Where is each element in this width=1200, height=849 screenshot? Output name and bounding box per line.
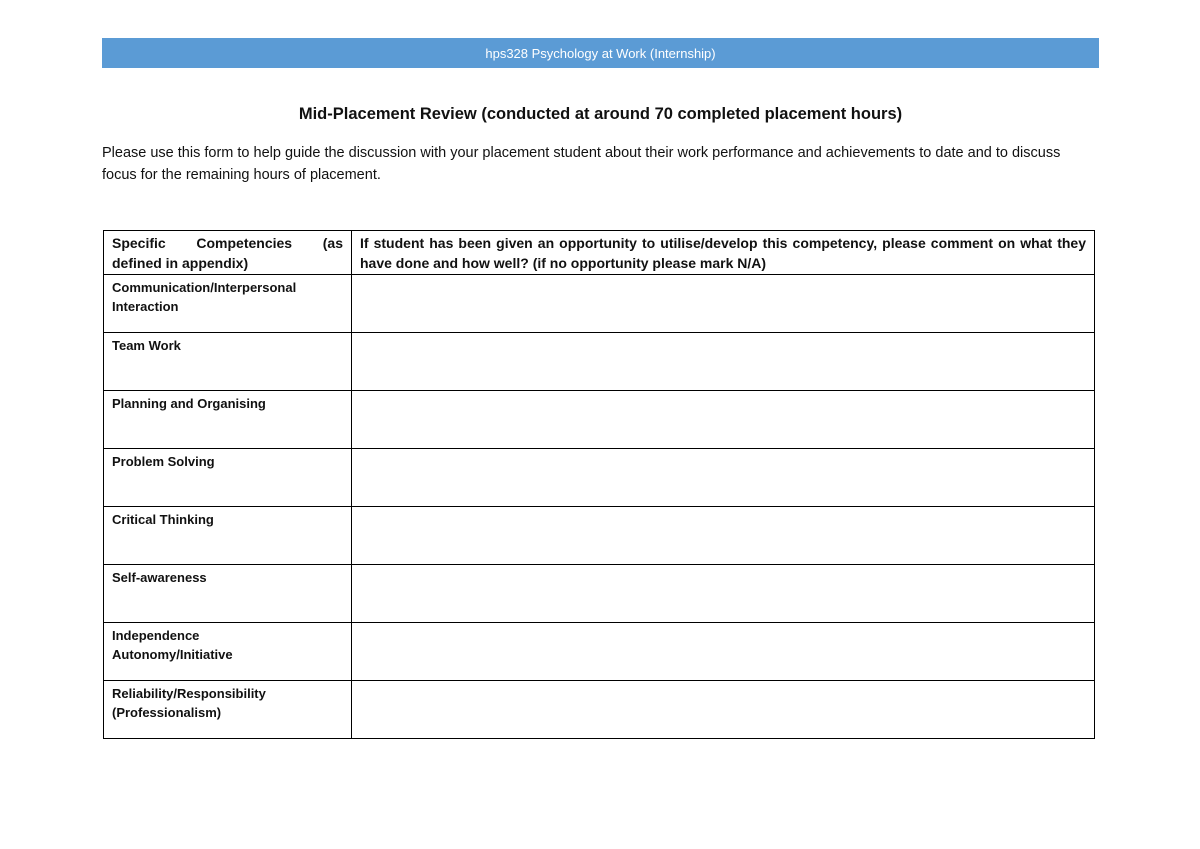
comment-text[interactable] xyxy=(352,507,1094,564)
competency-label-line1: Critical Thinking xyxy=(112,512,214,527)
comment-text[interactable] xyxy=(352,391,1094,448)
competency-cell xyxy=(104,275,352,333)
competency-label xyxy=(104,449,351,471)
table-row xyxy=(104,333,1095,391)
competency-cell xyxy=(104,623,352,681)
competency-label xyxy=(104,333,351,355)
competency-label-line1: Reliability/Responsibility xyxy=(112,686,266,701)
column-header-competencies: Specific Competencies (as defined in appendix) xyxy=(112,235,343,271)
intro-paragraph: Please use this form to help guide the discussion with your placement student about their work performance and achievements to date and to discuss focus for the remaining hours of placement. xyxy=(102,145,1061,183)
competency-label xyxy=(104,391,351,413)
competency-table xyxy=(103,230,1095,739)
table-row xyxy=(104,449,1095,507)
table-row xyxy=(104,565,1095,623)
competency-label-line2: Interaction xyxy=(112,299,179,314)
competency-label-line1: Communication/Interpersonal xyxy=(112,280,297,295)
competency-label xyxy=(104,681,351,722)
competency-cell xyxy=(104,391,352,449)
header-cell-competencies xyxy=(104,231,352,275)
comment-field[interactable] xyxy=(352,565,1095,623)
competency-cell xyxy=(104,449,352,507)
competency-label xyxy=(104,565,351,587)
competency-label-line2: (Professionalism) xyxy=(112,705,222,720)
comment-field[interactable] xyxy=(352,275,1095,333)
competency-cell xyxy=(104,507,352,565)
header-band-text: hps328 Psychology at Work (Internship) xyxy=(485,45,716,61)
comment-field[interactable] xyxy=(352,681,1095,739)
table-row xyxy=(104,275,1095,333)
page-title: Mid-Placement Review (conducted at around 70 completed placement hours) xyxy=(298,105,903,123)
comment-field[interactable] xyxy=(352,333,1095,391)
competency-label-line1: Independence xyxy=(112,628,200,643)
comment-text[interactable] xyxy=(352,623,1094,680)
column-header-comments: If student has been given an opportunity to utilise/develop this competency, please comment on what they have done and how well? (if no opportunity please mark N/A) xyxy=(360,235,1086,271)
comment-text[interactable] xyxy=(352,681,1094,738)
table-row xyxy=(104,391,1095,449)
competency-label xyxy=(104,275,351,316)
comment-field[interactable] xyxy=(352,507,1095,565)
competency-label-line1: Planning and Organising xyxy=(112,396,266,411)
table-row xyxy=(104,623,1095,681)
table-row xyxy=(104,507,1095,565)
comment-field[interactable] xyxy=(352,391,1095,449)
table-header-row xyxy=(104,231,1095,275)
competency-label-line2: Autonomy/Initiative xyxy=(112,647,233,662)
table-row xyxy=(104,681,1095,739)
competency-cell xyxy=(104,333,352,391)
comment-text[interactable] xyxy=(352,565,1094,622)
comment-text[interactable] xyxy=(352,275,1094,332)
header-band xyxy=(102,38,1099,68)
comment-text[interactable] xyxy=(352,449,1094,506)
competency-label-line1: Team Work xyxy=(112,338,181,353)
header-cell-comments xyxy=(352,231,1095,275)
competency-label-line1: Self-awareness xyxy=(112,570,207,585)
comment-field[interactable] xyxy=(352,449,1095,507)
competency-cell xyxy=(104,681,352,739)
competency-label-line1: Problem Solving xyxy=(112,454,215,469)
competency-label xyxy=(104,507,351,529)
competency-cell xyxy=(104,565,352,623)
comment-text[interactable] xyxy=(352,333,1094,390)
comment-field[interactable] xyxy=(352,623,1095,681)
competency-label xyxy=(104,623,351,664)
